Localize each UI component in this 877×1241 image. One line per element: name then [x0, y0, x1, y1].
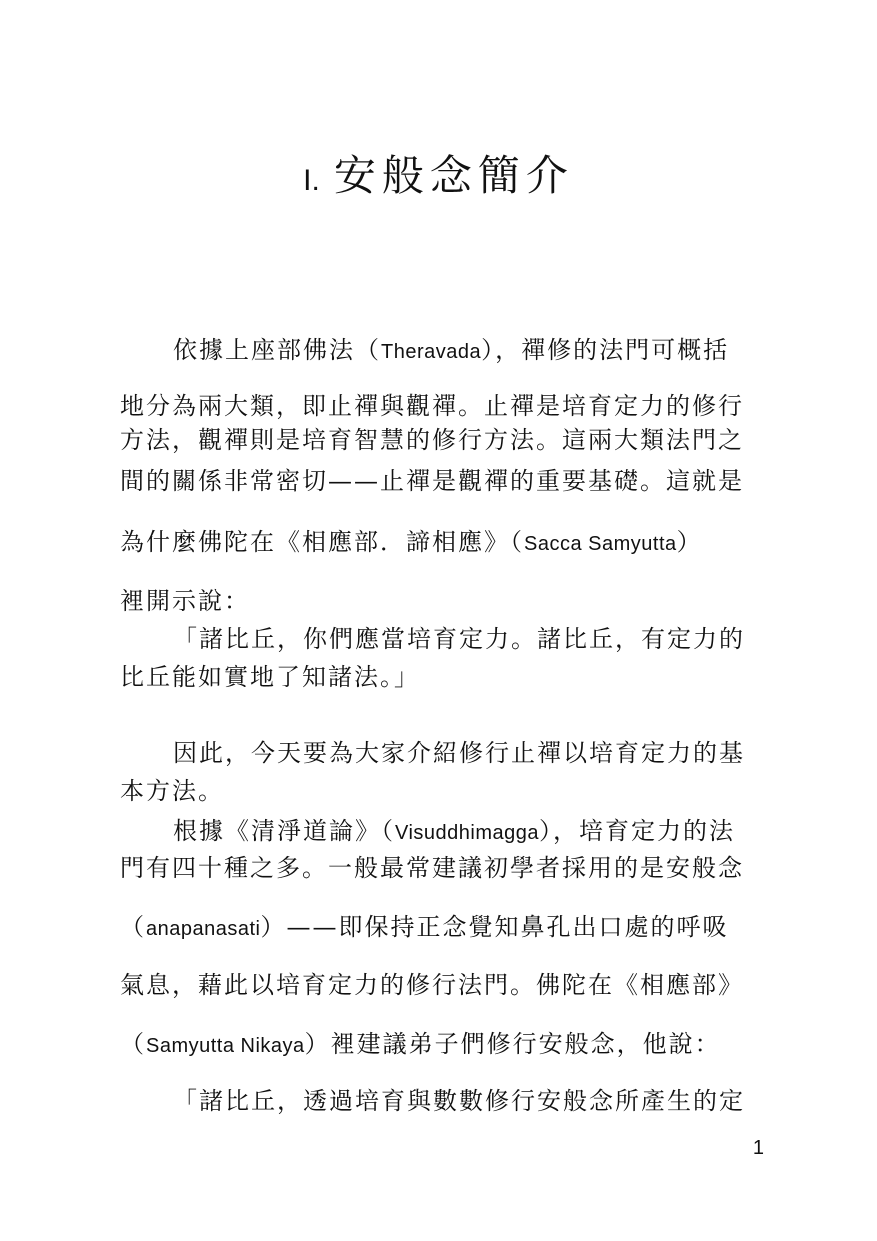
- latin-term: Sacca Samyutta: [524, 533, 677, 555]
- paragraph-line: 本方法。: [120, 777, 224, 805]
- paragraph-line: 為什麼佛陀在《相應部．諦相應》（Sacca Samyutta）: [120, 528, 703, 556]
- paragraph-line: 根據《清淨道論》（Visuddhimagga），培育定力的法: [173, 817, 736, 845]
- chapter-title-text: 安般念簡介: [333, 151, 574, 200]
- paragraph-line: 門有四十種之多。一般最常建議初學者採用的是安般念: [120, 854, 744, 882]
- page-number: 1: [752, 1137, 764, 1159]
- paragraph-line: 地分為兩大類，即止禪與觀禪。止禪是培育定力的修行: [120, 392, 744, 420]
- chapter-title: [0, 148, 877, 209]
- paragraph-line: 氣息，藉此以培育定力的修行法門。佛陀在《相應部》: [120, 971, 744, 999]
- latin-term: Visuddhimagga: [395, 822, 540, 844]
- paragraph-line: （Samyutta Nikaya）裡建議弟子們修行安般念，他說：: [120, 1030, 721, 1058]
- latin-term: anapanasati: [146, 918, 261, 940]
- paragraph-line: 依據上座部佛法（Theravada），禪修的法門可概括: [173, 336, 730, 364]
- paragraph-line: 間的關係非常密切——止禪是觀禪的重要基礎。這就是: [120, 467, 744, 495]
- latin-term: Theravada: [381, 341, 482, 363]
- latin-term: Samyutta Nikaya: [146, 1035, 305, 1057]
- paragraph-line: 裡開示說：: [120, 587, 250, 615]
- quote-line: 比丘能如實地了知諸法。」: [120, 663, 420, 691]
- paragraph-line: 方法，觀禪則是培育智慧的修行方法。這兩大類法門之: [120, 426, 744, 454]
- paragraph-line: （anapanasati）——即保持正念覺知鼻孔出口處的呼吸: [120, 913, 729, 941]
- quote-line: 「諸比丘，透過培育與數數修行安般念所產生的定: [173, 1087, 745, 1115]
- paragraph-line: 因此，今天要為大家介紹修行止禪以培育定力的基: [173, 739, 745, 767]
- quote-line: 「諸比丘，你們應當培育定力。諸比丘，有定力的: [173, 625, 745, 653]
- chapter-number: I.: [303, 164, 320, 197]
